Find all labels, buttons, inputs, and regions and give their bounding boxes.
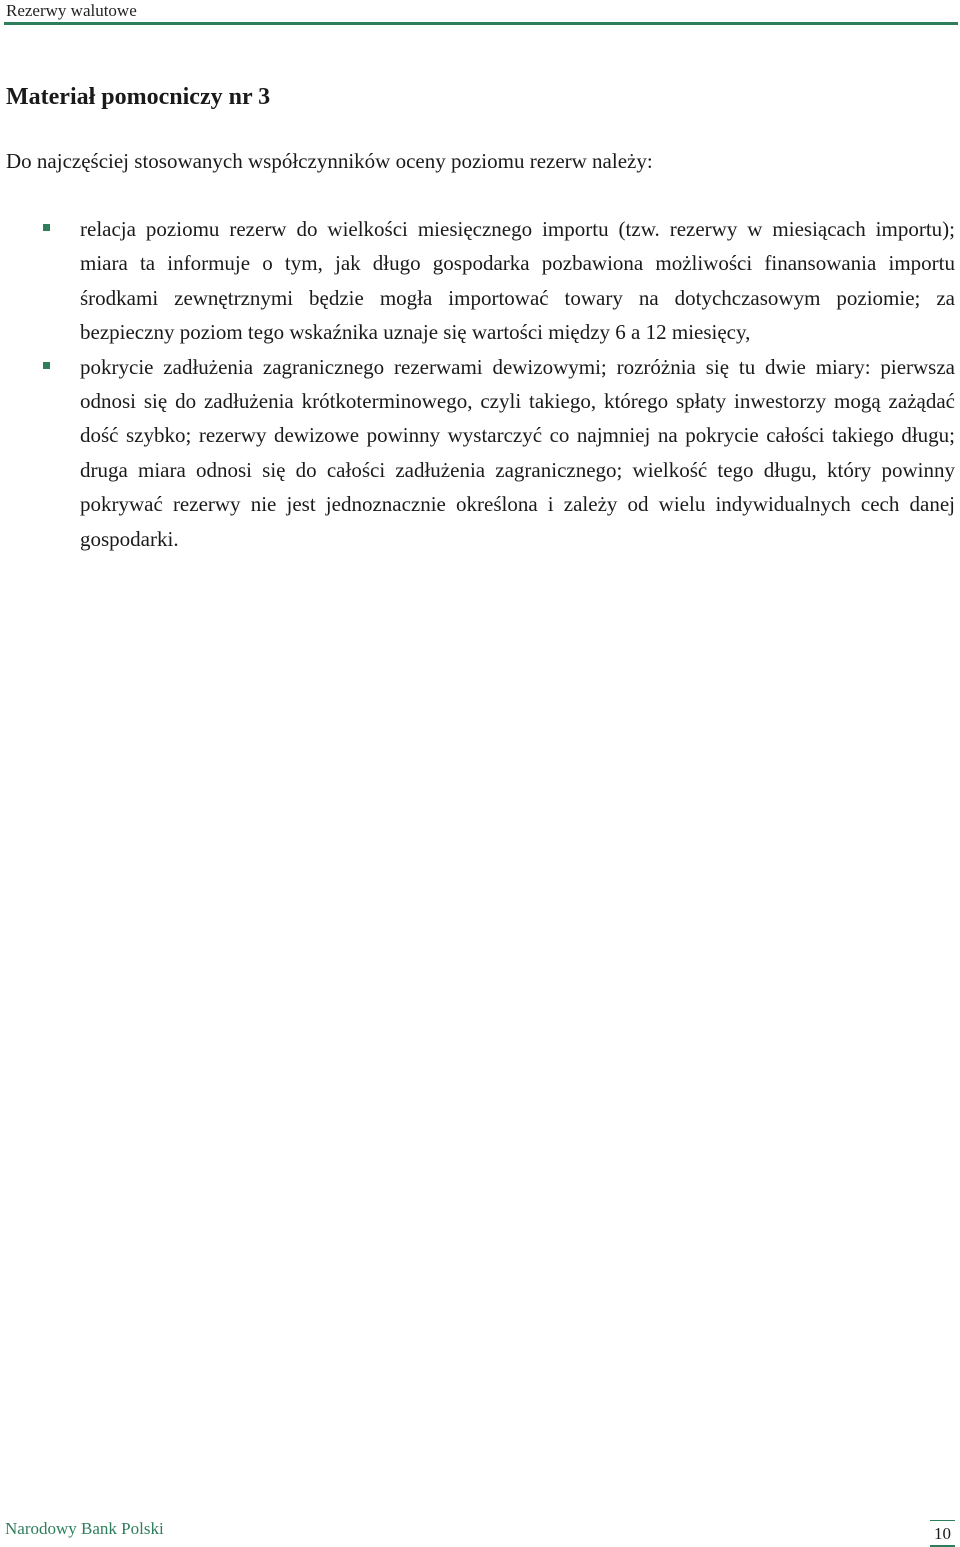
footer-publisher: Narodowy Bank Polski: [5, 1519, 164, 1538]
list-item-text: relacja poziomu rezerw do wielkości miesięcznego importu (tzw. rezerwy w miesiącach importu); miara ta informuje o tym, jak długo gospodarka pozbawiona możliwości finansowania importu środkami zewnętrznymi będzie mogła importować towary na dotychczasowym poziomie; za bezpieczny poziom tego wskaźnika uznaje się wartości między 6 a 12 miesięcy,: [80, 217, 955, 345]
page-number: 10: [930, 1520, 955, 1547]
list-item-text: pokrycie zadłużenia zagranicznego rezerwami dewizowymi; rozróżnia się tu dwie miary: pierwsza odnosi się do zadłużenia krótkoterminowego, czyli takiego, którego spłaty inwestorzy mogą zażądać dość szybko; rezerwy dewizowe powinny wystarczyć co najmniej na pokrycie całości takiego długu; druga miara odnosi się do całości zadłużenia zagranicznego; wielkość tego długu, który powinny pokrywać rezerwy nie jest jednoznacznie określona i zależy od wielu indywidualnych cech danej gospodarki.: [80, 354, 955, 551]
section-heading: Materiał pomocniczy nr 3: [6, 84, 271, 110]
square-bullet-icon: [43, 362, 50, 369]
bullet-list: [0, 212, 960, 556]
intro-paragraph: Do najczęściej stosowanych współczynników oceny poziomu rezerw należy:: [6, 149, 653, 173]
running-header: Rezerwy walutowe: [6, 1, 137, 20]
list-item: [0, 350, 960, 556]
list-item: [0, 212, 960, 350]
square-bullet-icon: [43, 224, 50, 231]
header-divider: [4, 22, 958, 25]
